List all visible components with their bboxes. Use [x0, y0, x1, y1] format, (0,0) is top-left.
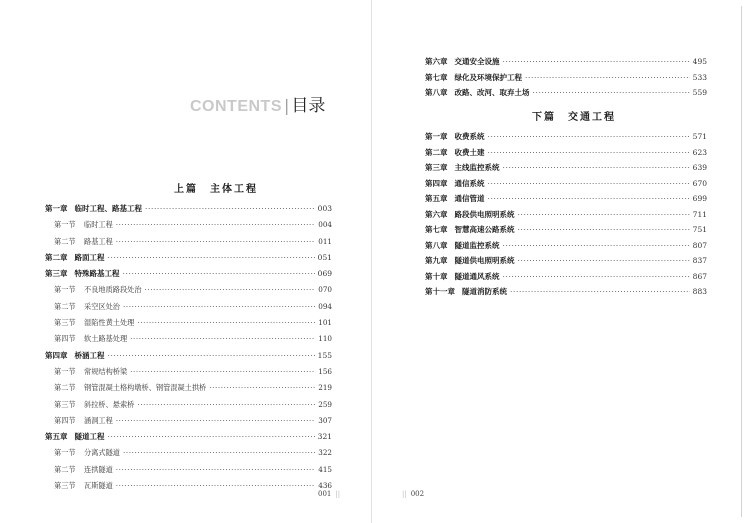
toc-leader-dots: [123, 445, 315, 461]
toc-entry-title: 通信系统: [454, 178, 485, 188]
toc-entry-title: 软土路基处理: [84, 334, 128, 344]
toc-entry-title: 采空区处治: [84, 301, 120, 311]
toc-leader-dots: [123, 266, 315, 282]
toc-leader-dots: [145, 282, 316, 298]
toc-chapter-row: [425, 145, 707, 161]
toc-entry-number: 第三节: [54, 399, 76, 409]
toc-entry-title: 通信管道: [454, 194, 485, 203]
toc-leader-dots: [488, 176, 690, 192]
page-edge: [741, 6, 742, 517]
toc-entry-page: 807: [692, 240, 707, 250]
toc-entry-title: 主线监控系统: [454, 163, 500, 172]
toc-entry-page: 110: [318, 334, 332, 344]
toc-entry-page: 495: [692, 57, 707, 66]
toc-chapter-row: [425, 191, 707, 207]
folio-left-number: 001: [318, 490, 332, 498]
toc-entry-page: 436: [318, 481, 332, 491]
toc-entry-title: 智慧高速公路系统: [454, 225, 515, 234]
toc-chapter-row: [425, 222, 707, 238]
toc-chapter-row: [425, 85, 707, 101]
toc-entry-number: 第三节: [54, 318, 76, 328]
toc-leader-dots: [503, 54, 690, 70]
toc-entry-title: 隧道消防系统: [462, 287, 507, 296]
toc-entry-title: 隧道通风系统: [454, 271, 500, 281]
toc-entry-number: 第二节: [54, 383, 76, 393]
toc-entry-title: 临时工程、路基工程: [74, 204, 142, 213]
toc-entry-page: 571: [692, 132, 707, 141]
part-title-upper: 上篇 主体工程: [174, 184, 258, 195]
toc-entry-page: 004: [318, 220, 332, 230]
toc-entry-number: 第十章: [425, 271, 448, 281]
toc-leader-dots: [130, 331, 315, 347]
folio-right-number: 002: [410, 490, 425, 498]
toc-leader-dots: [488, 145, 690, 161]
toc-entry-page: 670: [692, 178, 707, 188]
toc-entry-number: 第八章: [425, 88, 448, 97]
part-title-lower: 下篇 交通工程: [532, 112, 616, 123]
toc-leader-dots: [137, 315, 315, 331]
toc-entry-number: 第四章: [45, 350, 68, 360]
toc-entry-page: 156: [318, 366, 332, 376]
toc-chapter-row: [425, 207, 707, 223]
toc-section-row: [45, 331, 332, 347]
toc-entry-title: 桥涵工程: [74, 350, 105, 360]
toc-leader-dots: [503, 160, 690, 176]
contents-header-separator: |: [284, 96, 290, 115]
toc-entry-title: 隧道工程: [74, 432, 105, 442]
toc-chapter-row: [425, 238, 707, 254]
folio-left: [318, 490, 344, 498]
toc-entry-page: 101: [318, 318, 332, 328]
toc-entry-page: 094: [318, 301, 332, 311]
toc-entry-page: 219: [318, 383, 332, 393]
toc-entry-number: 第四章: [425, 178, 448, 188]
toc-section-row: [45, 217, 332, 233]
toc-leader-dots: [503, 238, 690, 254]
toc-section-row: [45, 234, 332, 250]
folio-mark-icon: ||: [402, 490, 407, 498]
toc-entry-page: 883: [692, 287, 707, 296]
toc-entry-title: 收费系统: [454, 132, 485, 141]
toc-leader-dots: [116, 462, 316, 478]
toc-entry-page: 003: [317, 204, 332, 213]
toc-entry-page: 623: [692, 147, 707, 157]
toc-entry-number: 第一节: [54, 285, 76, 295]
toc-entry-page: 867: [692, 271, 707, 281]
toc-entry-number: 第二章: [425, 147, 448, 157]
toc-entry-title: 收费土建: [454, 147, 485, 157]
toc-leader-dots: [108, 348, 315, 364]
toc-entry-number: 第三节: [54, 481, 76, 491]
toc-leader-dots: [145, 201, 315, 217]
toc-entry-number: 第三章: [45, 269, 68, 279]
toc-entry-page: 559: [692, 88, 707, 97]
toc-entry-title: 瓦斯隧道: [84, 481, 113, 491]
toc-entry-title: 路段供电照明系统: [454, 209, 515, 219]
toc-entry-number: 第一章: [425, 132, 448, 141]
toc-section-row: [45, 445, 332, 461]
toc-entry-title: 路面工程: [74, 252, 105, 262]
toc-entry-number: 第二节: [54, 464, 76, 474]
toc-entry-number: 第七章: [425, 225, 448, 234]
toc-entry-number: 第二章: [45, 252, 68, 262]
toc-entry-title: 隧道监控系统: [454, 240, 500, 250]
toc-entry-number: 第四节: [54, 415, 76, 425]
toc-section-row: [45, 299, 332, 315]
toc-entry-number: 第五章: [425, 194, 448, 203]
toc-chapter-row: [425, 284, 707, 300]
toc-entry-page: 051: [317, 252, 332, 262]
toc-leader-dots: [503, 269, 690, 285]
toc-section-row: [45, 413, 332, 429]
toc-entry-title: 临时工程: [84, 220, 113, 230]
toc-leader-dots: [116, 217, 316, 233]
toc-entry-number: 第五章: [45, 432, 68, 442]
toc-chapter-row: [425, 54, 707, 70]
toc-leader-dots: [108, 429, 315, 445]
toc-leader-dots: [130, 364, 315, 380]
toc-leader-dots: [518, 253, 690, 269]
toc-section-row: [45, 364, 332, 380]
toc-entry-page: 415: [318, 464, 332, 474]
toc-entry-page: 011: [318, 236, 332, 246]
toc-leader-dots: [116, 478, 316, 494]
toc-chapter-row: [425, 70, 707, 86]
toc-entry-title: 常规结构桥梁: [84, 366, 128, 376]
toc-entry-number: 第一节: [54, 448, 76, 458]
toc-leader-dots: [488, 129, 690, 145]
folio-mark-icon: ||: [335, 490, 341, 498]
toc-entry-number: 第六章: [425, 209, 448, 219]
toc-entry-page: 155: [317, 350, 332, 360]
toc-leader-dots: [533, 85, 690, 101]
toc-section-row: [45, 478, 332, 494]
toc-entry-number: 第七章: [425, 72, 448, 82]
toc-chapter-row: [425, 129, 707, 145]
toc-entry-page: 069: [317, 269, 332, 279]
toc-entry-page: 322: [318, 448, 332, 458]
toc-leader-dots: [488, 191, 690, 207]
toc-entry-number: 第四节: [54, 334, 76, 344]
toc-entry-page: 711: [692, 209, 707, 219]
toc-chapter-row: [45, 266, 332, 282]
toc-list-right: [425, 129, 707, 300]
toc-leader-dots: [510, 284, 690, 300]
toc-chapter-row: [45, 348, 332, 364]
toc-entry-title: 钢管混凝土格构墩桥、钢管混凝土拱桥: [84, 383, 207, 393]
toc-entry-title: 分离式隧道: [84, 448, 120, 458]
toc-entry-title: 湿陷性黄土处理: [84, 318, 135, 328]
toc-entry-number: 第一节: [54, 220, 76, 230]
toc-entry-number: 第六章: [425, 57, 448, 66]
toc-leader-dots: [137, 397, 315, 413]
toc-entry-title: 斜拉桥、悬索桥: [84, 399, 135, 409]
toc-entry-title: 连拱隧道: [84, 464, 113, 474]
toc-entry-number: 第一章: [45, 204, 68, 213]
toc-entry-number: 第十一章: [425, 287, 455, 296]
toc-chapter-row: [45, 250, 332, 266]
toc-leader-dots: [116, 234, 316, 250]
toc-chapter-row: [425, 160, 707, 176]
contents-header: [190, 97, 325, 116]
toc-section-row: [45, 397, 332, 413]
toc-section-row: [45, 315, 332, 331]
toc-entry-number: 第三章: [425, 163, 448, 172]
toc-section-row: [45, 282, 332, 298]
toc-entry-page: 639: [692, 163, 707, 172]
toc-entry-number: 第一节: [54, 366, 76, 376]
toc-entry-number: 第九章: [425, 256, 448, 265]
toc-entry-title: 交通安全设施: [454, 57, 500, 66]
toc-chapter-row: [425, 269, 707, 285]
toc-chapter-row: [45, 429, 332, 445]
toc-entry-page: 533: [692, 72, 707, 82]
toc-list-left: [45, 201, 332, 494]
toc-leader-dots: [518, 222, 690, 238]
toc-section-row: [45, 380, 332, 396]
toc-leader-dots: [116, 413, 316, 429]
toc-leader-dots: [525, 70, 690, 86]
toc-entry-number: 第二节: [54, 301, 76, 311]
toc-chapter-row: [425, 253, 707, 269]
toc-entry-number: 第八章: [425, 240, 448, 250]
toc-entry-title: 不良地质路段处治: [84, 285, 142, 295]
toc-leader-dots: [108, 250, 315, 266]
toc-chapter-row: [425, 176, 707, 192]
book-spine: [371, 0, 372, 523]
toc-leader-dots: [123, 299, 315, 315]
toc-list-right-continued: [425, 54, 707, 101]
toc-entry-page: 321: [317, 432, 332, 442]
toc-leader-dots: [518, 207, 690, 223]
toc-entry-title: 特殊路基工程: [74, 269, 120, 279]
toc-entry-page: 307: [318, 415, 332, 425]
folio-right: [398, 490, 424, 498]
toc-entry-title: 改路、改河、取弃土场: [454, 88, 530, 97]
toc-entry-page: 837: [692, 256, 707, 265]
toc-entry-title: 路基工程: [84, 236, 113, 246]
toc-entry-title: 涵洞工程: [84, 415, 113, 425]
toc-entry-page: 070: [318, 285, 332, 295]
toc-entry-title: 隧道供电照明系统: [454, 256, 515, 265]
toc-section-row: [45, 462, 332, 478]
contents-header-en: CONTENTS: [190, 98, 282, 115]
toc-entry-page: 699: [692, 194, 707, 203]
toc-entry-page: 259: [318, 399, 332, 409]
toc-entry-number: 第二节: [54, 236, 76, 246]
toc-entry-title: 绿化及环境保护工程: [454, 72, 522, 82]
toc-entry-page: 751: [692, 225, 707, 234]
contents-header-zh: 目录: [291, 96, 326, 116]
toc-chapter-row: [45, 201, 332, 217]
toc-leader-dots: [209, 380, 315, 396]
